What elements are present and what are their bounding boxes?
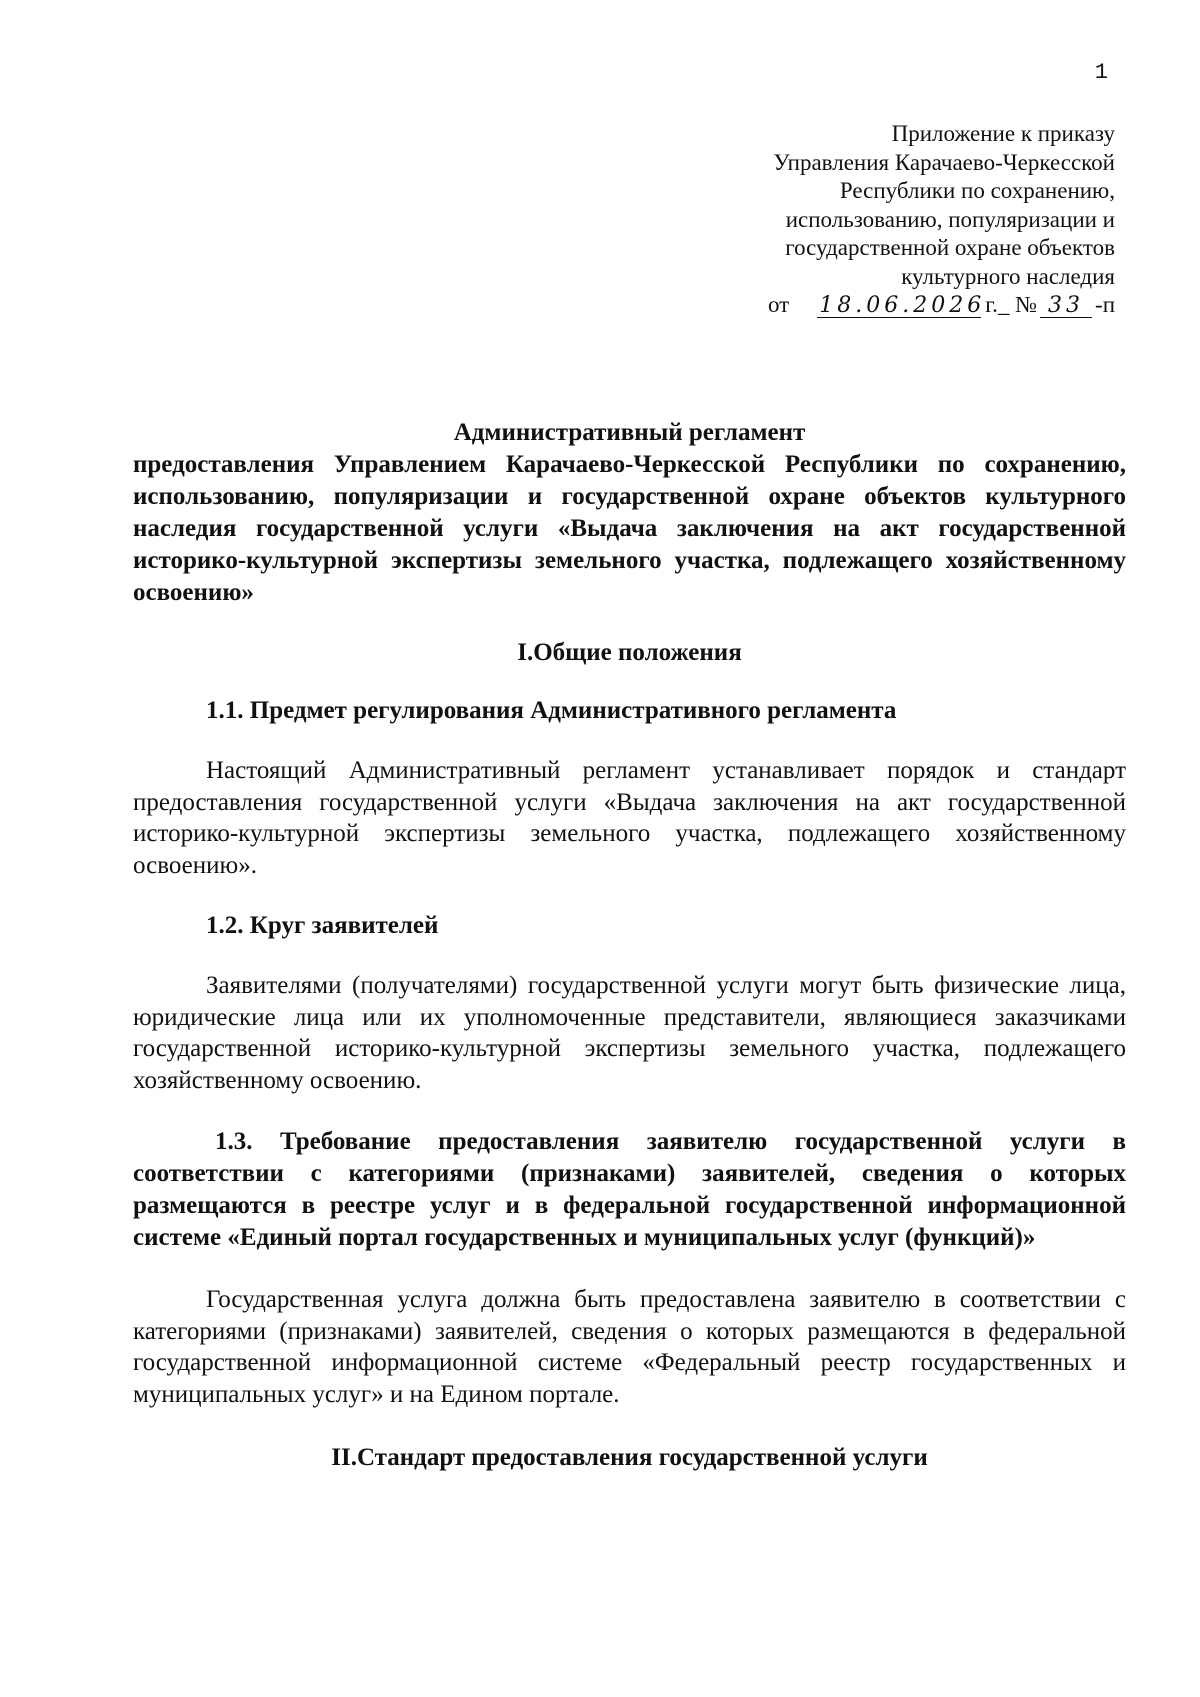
year-suffix: г._ xyxy=(985,292,1010,317)
annex-line: Управления Карачаево-Черкесской xyxy=(773,149,1115,175)
date-prefix: от xyxy=(767,292,790,317)
annex-line: государственной охране объектов xyxy=(785,235,1115,260)
annex-line: Республики по сохранению, xyxy=(839,178,1115,203)
subsection-1-3-heading: 1.3. Требование предоставления заявителю государственной услуги в соответствии с категориями (признаками) заявителей, сведения о которых размещаются в реестре услуг и в федеральной государственной информационной системе «Единый портал государственных и муниципальных услуг (функций)» xyxy=(133,1128,1126,1251)
document-title: Административный регламент xyxy=(453,419,806,446)
order-number: 33 xyxy=(1040,295,1092,318)
order-date: 18.06.2026 xyxy=(819,293,986,318)
annex-line: культурного наследия xyxy=(901,263,1115,289)
subsection-1-2-text: Заявителями (получателями) государственной услуги могут быть физические лица, юридические лица или их уполномоченные представители, являющиеся заказчиками государственной историко-культурной экспертизы земельного участка, подлежащего хозяйственному освоению. xyxy=(133,972,1126,1094)
section-2-heading: II.Стандарт предоставления государственной услуги xyxy=(331,1444,928,1471)
annex-block xyxy=(768,120,1115,320)
number-suffix: -п xyxy=(1095,292,1115,317)
subsection-1-1-heading: 1.1. Предмет регулирования Административного регламента xyxy=(206,697,897,724)
annex-line: Приложение к приказу xyxy=(891,121,1115,146)
section-1-heading: I.Общие положения xyxy=(517,639,742,666)
page-number: 1 xyxy=(1094,60,1108,85)
subsection-1-1-text: Настоящий Административный регламент устанавливает порядок и стандарт предоставления государственной услуги «Выдача заключения на акт государственной историко-культурной экспертизы земельного участка, подлежащего хозяйственному освоению». xyxy=(133,757,1126,879)
subsection-1-3-text: Государственная услуга должна быть предоставлена заявителю в соответствии с категориями (признаками) заявителей, сведения о которых размещаются в федеральной государственной информационной системе «Федеральный реестр государственных и муниципальных услуг» и на Едином портале. xyxy=(133,1286,1126,1408)
annex-line: использованию, популяризации и xyxy=(785,206,1115,232)
number-label: № xyxy=(1015,292,1038,317)
subsection-1-2-heading: 1.2. Круг заявителей xyxy=(206,912,439,939)
document-subtitle: предоставления Управлением Карачаево-Черкесской Республики по сохранению, использованию, популяризации и государственной охране объектов культурного наследия государственной услуги «Выдача заключения на акт государственной историко-культурной экспертизы земельного участка, подлежащего хозяйственному освоению» xyxy=(133,451,1126,606)
document-body xyxy=(133,416,1126,1472)
order-date-line xyxy=(768,291,1115,320)
